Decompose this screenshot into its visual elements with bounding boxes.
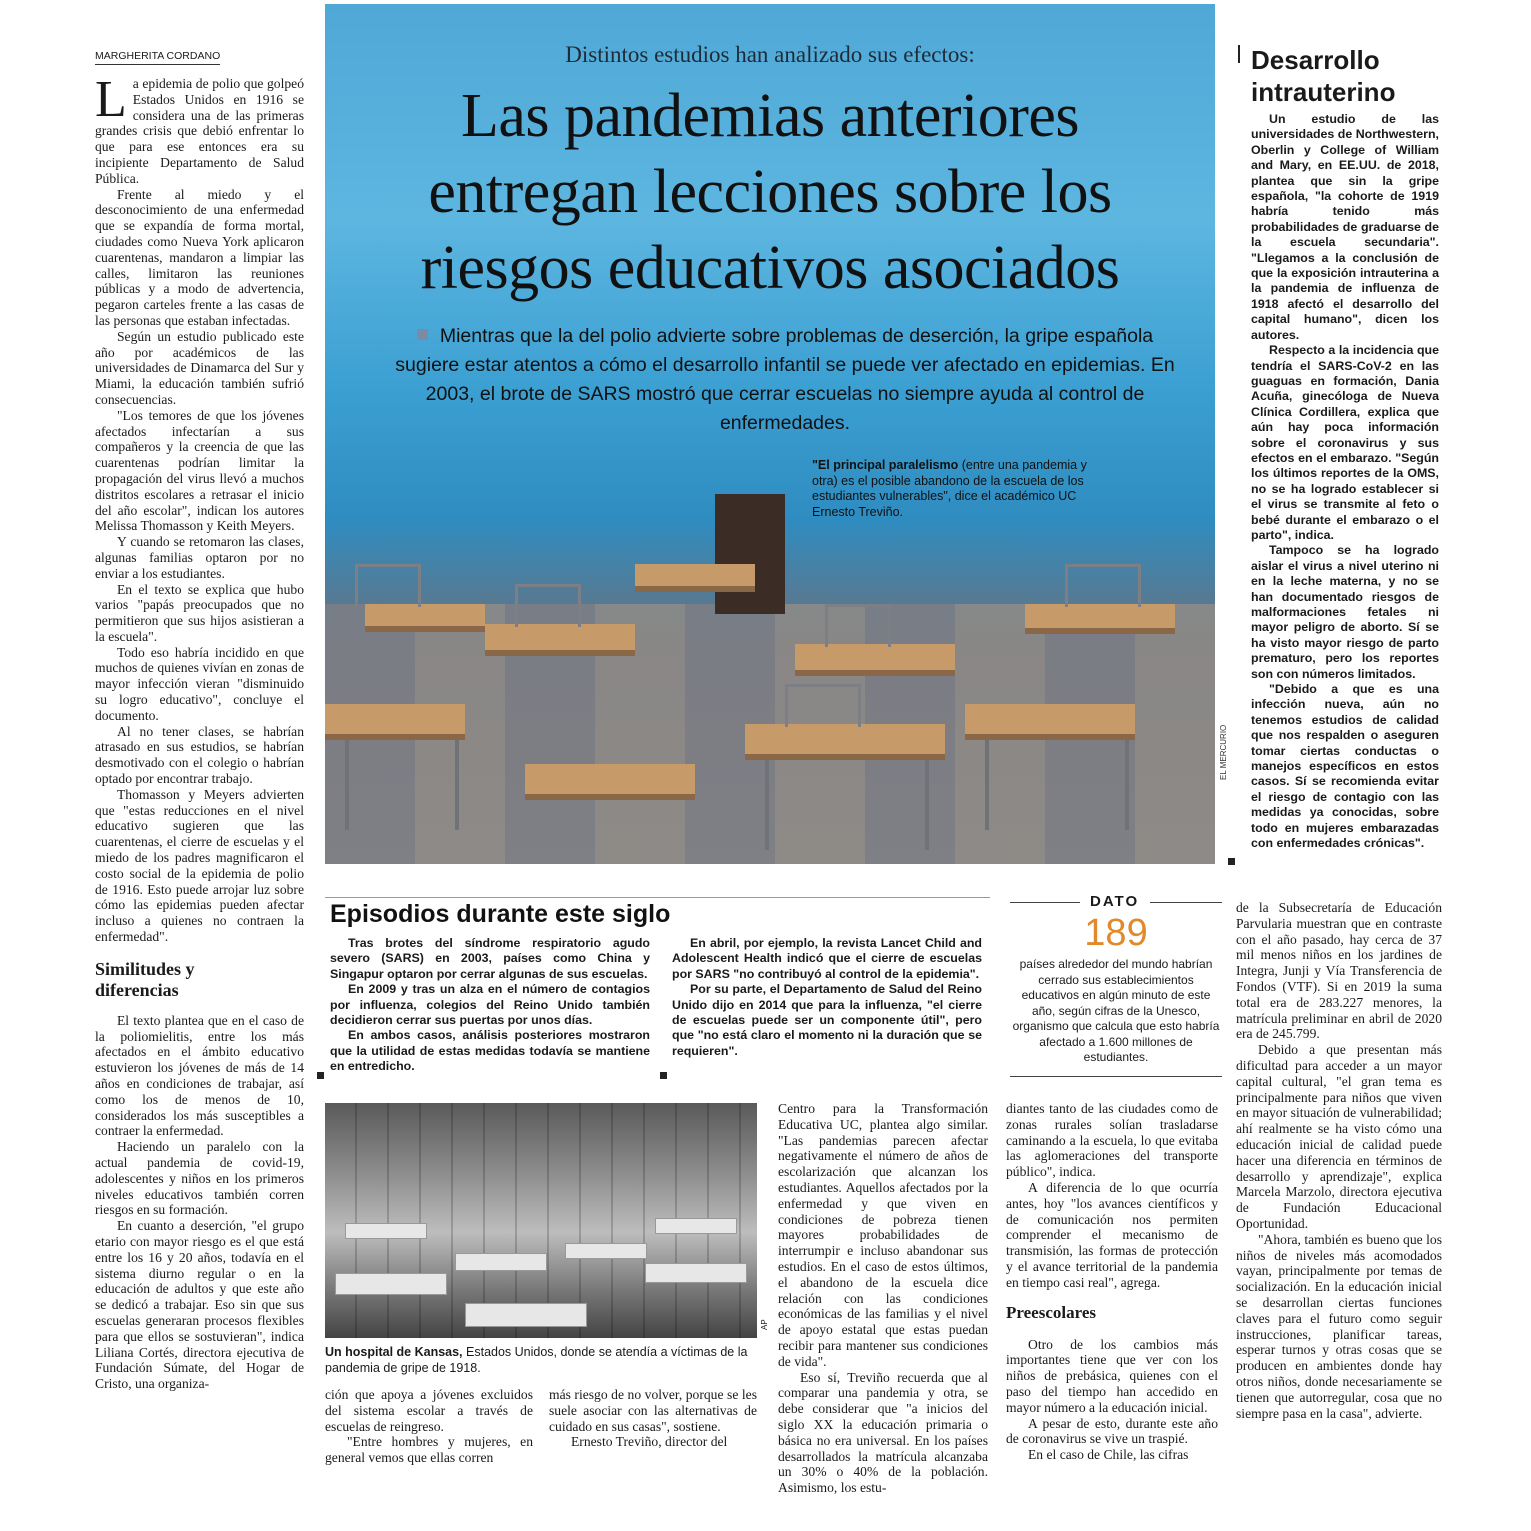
sidebar-body: Un estudio de las universidades de Northwestern, Oberlin y College of William and Mary, en EE.UU. de 2018, plantea que sin la gripe española, "la cohorte de 1919 habría tenido más probabilidades de graduarse de la escuela secundaria". "Llegamos a la conclusión de que la exposición intrauterina a la pandemia de influenza de 1918 afectó el desarrollo del capital humano", dicen los autores. Respecto a la incidencia que tendría el SARS-CoV-2 en las guaguas en formación, Dania Acuña, ginecóloga de Nueva Clínica Cordillera, explica que aún hay poca información sobre el coronavirus y sus efectos en el embarazo. "Según los últimos reportes de la OMS, no se ha logrado establecer si el virus se transmite al feto o bebé durante el embarazo o el parto", indica. Tampoco se ha logrado aislar el virus a nivel uterino ni en la leche materna, y no se han documentado riesgos de malformaciones fetales ni mayor peligro de aborto. Sí se ha visto mayor riesgo de parto prematuro, pero los reportes son con números limitados. "Debido a que es una infección nueva, aún no tenemos estudios de calidad que nos respalden o aseguren tomar ciertas conductas o manejos específicos en estos casos. Sí se recomienda evitar el riesgo de contagio con las medidas ya conocidas, sobre todo en mujeres embarazadas con enfermedades crónicas".	[1251, 112, 1439, 851]
dato-label: DATO	[1090, 893, 1140, 910]
credit-square-icon	[1228, 858, 1235, 865]
sidebar-rule	[1238, 45, 1240, 63]
subhead-similitudes: Similitudes y diferencias	[95, 958, 195, 1000]
drop-cap: L	[95, 71, 127, 128]
subhead-preescolares: Preescolares	[1006, 1302, 1096, 1322]
kansas-hospital-photo	[325, 1103, 757, 1338]
paragraph: Frente al miedo y el desconocimiento de una enfermedad que se expandía de forma mortal, ciudades como Nueva York aplicaron cuarentenas, mandaron a limpiar las calles, limitaron las reuniones públicas y a modo de advertencia, pegaron carteles frente a las casas de las personas que estaban infectadas.	[95, 186, 304, 328]
square-bullet-icon	[417, 329, 428, 340]
left-column	[95, 71, 304, 1392]
byline: MARGHERITA CORDANO	[95, 50, 220, 65]
episodes-title: Episodios durante este siglo	[330, 900, 671, 928]
end-square-icon	[317, 1072, 324, 1079]
column-4: más riesgo de no volver, porque se les suele asociar con las alternativas de cuidado en sus casas", sostiene. Ernesto Treviño, director del	[549, 1387, 757, 1450]
photo-quote: "El principal paralelismo (entre una pandemia y otra) es el posible abandono de la escuela de los estudiantes vulnerables", dice el académico UC Ernesto Treviño.	[812, 458, 1087, 519]
dato-rule-right	[1150, 902, 1222, 903]
paragraph: a epidemia de polio que golpeó Estados Unidos en 1916 se considera una de las primeras grandes crisis que debió enfrentar lo que para ese entonces era su incipiente Departamento de Salud Pública.	[95, 76, 304, 186]
column-5: Centro para la Transformación Educativa UC, plantea algo similar. "Las pandemias parecen afectar negativamente el número de años de escolarización que alcanzan los estudiantes. Aquellos afectados por la enfermedad y que viven en condiciones de pobreza tienen mayores probabilidades de interrumpir e incluso abandonar sus estudios. En el caso de estos últimos, el abandono de la escuela dice relación con las condiciones económicas de las familias y el nivel de apoyo estatal que estas puedan recibir para mantener sus condiciones de vida". Eso sí, Treviño recuerda que al comparar una pandemia y otra, se debe considerar que "a inicios del siglo XX la educación primaria o básica no era universal. En los países desarrollados la matrícula alcanzaba un 30% o 40% de la población. Asimismo, los estu-	[778, 1101, 988, 1496]
column-6: diantes tanto de las ciudades como de zonas rurales solían trasladarse caminando a la escuela, lo que evitaba las aglomeraciones del transporte público", indica. A diferencia de lo que ocurría antes, hoy "los avances científicos y de comunicación nos permiten comprender el mecanismo de transmisión, las formas de protección y el avance territorial de la pandemia en tiempo casi real", agrega. Preescolares Otro de los cambios más importantes tiene que ver con los niños de prebásica, quienes con el paso del tiempo han accedido en mayor número a la educación inicial. A pesar de esto, durante este año de coronavirus se vive un traspié. En el caso de Chile, las cifras	[1006, 1101, 1218, 1463]
kicker: Distintos estudios han analizado sus efectos:	[565, 42, 975, 67]
deck: Mientras que la del polio advierte sobre problemas de deserción, la gripe española sugiere estar atentos a cómo el desarrollo infantil se puede ver afectado en epidemias. En 2003, el brote de SARS mostró que cerrar escuelas no siempre ayuda al control de enfermedades.	[395, 325, 1175, 434]
headline-line-2: entregan lecciones sobre los	[428, 158, 1112, 226]
photo-credit: EL MERCURIO	[1219, 724, 1228, 780]
column-7: de la Subsecretaría de Educación Parvularia muestran que en contraste con el año pasado, hay cerca de 37 mil menos niños en los jardines de Integra, Junji y Vía Transferencia de Fondos (VTF). Si en 2019 la suma total era de 283.227 menores, la matrícula preliminar en abril de 2020 era de 245.799. Debido a que presentan más dificultad para acceder a un mayor capital cultural, "el gran tema es principalmente para niños que viven en mayor situación de vulnerabilidad; ahí realmente se ha visto cómo una educación inicial de calidad puede hacer una diferencia en términos de desarrollo y aprendizaje", explica Marcela Marzolo, directora ejecutiva de Fundación Educacional Oportunidad. "Ahora, también es bueno que los niños de niveles más acomodados vayan, principalmente por temas de socialización. En la educación inicial se desarrollan ciertas funciones claves para el futuro como seguir instrucciones, planificar tareas, esperar turnos y otras cosas que se producen en ambientes donde hay otros niños, donde necesariamente se tienen que autorregular, cosa que no siempre pasa en la casa", advierte.	[1236, 900, 1442, 1421]
headline	[325, 78, 1215, 306]
paragraph: Al no tener clases, se habrían atrasado en sus estudios, se habrían desmotivado con el colegio o habrían optado por encontrar trabajo.	[95, 723, 304, 787]
kansas-caption: Un hospital de Kansas, Estados Unidos, donde se atendía a víctimas de la pandemia de gripe de 1918.	[325, 1345, 748, 1375]
kansas-credit: AP	[760, 1319, 769, 1330]
headline-line-1: Las pandemias anteriores	[460, 82, 1080, 150]
dato-number: 189	[1084, 912, 1148, 954]
column-3: ción que apoya a jóvenes excluidos del sistema escolar a través de escuelas de reingreso. "Entre hombres y mujeres, en general vemos que ellas corren	[325, 1387, 533, 1466]
dato-text: países alrededor del mundo habrían cerrado sus establecimientos educativos en algún minuto de este año, según cifras de la Unesco, organismo que calcula que esto habría afectado a 1.600 millones de estudiantes.	[1012, 957, 1220, 1064]
paragraph: Todo eso habría incidido en que muchos de quienes vivían en zonas de mayor infección vieran "disminuido su logro educativo", concluye el documento.	[95, 644, 304, 723]
dato-rule-bottom	[1010, 1076, 1222, 1077]
paragraph: "Los temores de que los jóvenes afectados infectarían a sus compañeros y la creencia de que las cuarentenas podrían limitar la propagación del virus llevó a muchos distritos escolares a retrasar el inicio del año escolar", indican los autores Melissa Thomasson y Keith Meyers.	[95, 407, 304, 534]
episodes-left: Tras brotes del síndrome respiratorio agudo severo (SARS) en 2003, países como China y Singapur optaron por cerrar algunas de sus escuelas. En 2009 y tras un alza en el número de contagios por influenza, colegios del Reino Unido también decidieron cerrar sus puertas por unos días. En ambos casos, análisis posteriores mostraron que la utilidad de estas medidas todavía se mantiene en entredicho.	[330, 936, 650, 1074]
paragraph: Y cuando se retomaron las clases, algunas familias optaron por no enviar a los estudiantes.	[95, 534, 304, 581]
end-square-icon	[660, 1072, 667, 1079]
episodes-right: En abril, por ejemplo, la revista Lancet Child and Adolescent Health indicó que el cierre de escuelas por SARS "no contribuyó al control de la epidemia". Por su parte, el Departamento de Salud del Reino Unido dijo en 2014 que para la influenza, "el cierre de escuelas puede ser un componente útil", pero que "no está claro el momento ni la duración que se requieren".	[672, 936, 982, 1058]
paragraph: Según un estudio publicado este año por académicos de las universidades de Dinamarca del Sur y Miami, la educación también sufrió consecuencias.	[95, 328, 304, 407]
sidebar-title: Desarrollo intrauterino	[1251, 45, 1396, 107]
section-rule	[325, 897, 990, 898]
paragraph: El texto plantea que en el caso de la poliomielitis, entre los más afectados en el ámbito educativo estuvieron los jóvenes de más de 14 años en condiciones de trabajar, así como los de menos de 10, considerados los más susceptibles a contraer la enfermedad.	[95, 1012, 304, 1139]
paragraph: Thomasson y Meyers advierten que "estas reducciones en el nivel educativo sugieren que las cuarentenas, el cierre de escuelas y el miedo de los padres magnificaron el costo social de la epidemia de polio de 1916. Esto puede arrojar luz sobre cómo las epidemias pueden afectar incluso a quienes no contraen la enfermedad".	[95, 786, 304, 945]
dato-rule-left	[1010, 902, 1080, 903]
headline-line-3: riesgos educativos asociados	[420, 234, 1120, 302]
paragraph: Haciendo un paralelo con la actual pandemia de covid-19, adolescentes y niños en los primeros niveles educativos también corren riesgos en su formación.	[95, 1139, 304, 1218]
paragraph: En el texto se explica que hubo varios "papás preocupados que no permitieron que sus hijos asistieran a la escuela".	[95, 581, 304, 644]
paragraph: En cuanto a deserción, "el grupo etario con mayor riesgo es el que está entre los 16 y 20 años, todavía en el sistema diurno regular o en la educación de adultos y que este año se dedicó a trabajar. Eso sin que sus escuelas generaran procesos flexibles para que ellos se sostuvieran", indica Liliana Cortés, directora ejecutiva de Fundación Súmate, del Hogar de Cristo, una organiza-	[95, 1218, 304, 1392]
